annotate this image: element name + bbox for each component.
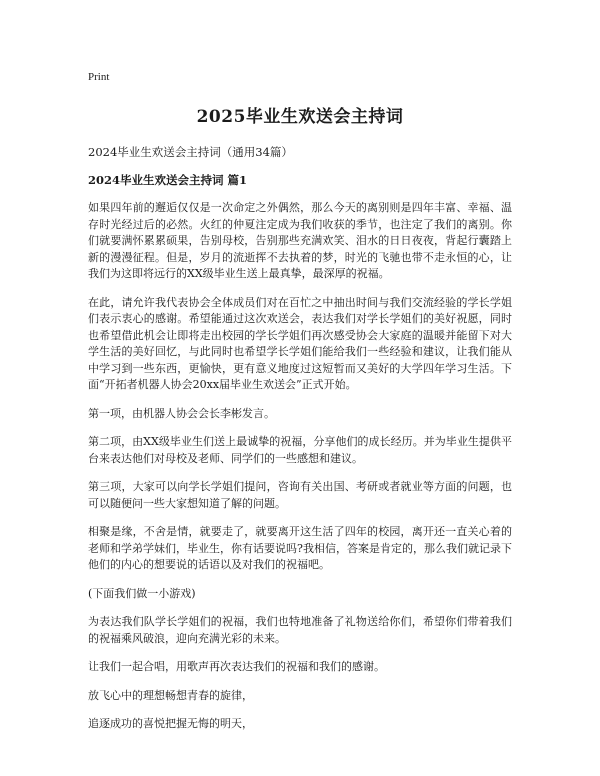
paragraph-4: 第二项，由XX级毕业生们送上最诚挚的祝福，分享他们的成长经历。并为毕业生提供平台来表达他们对母校及老师、同学们的一些感想和建议。 bbox=[88, 435, 512, 465]
paragraph-10: 放飞心中的理想畅想青春的旋律， bbox=[88, 688, 253, 702]
print-label[interactable]: Print bbox=[88, 71, 110, 83]
document-content bbox=[88, 106, 512, 733]
paragraph-6: 相聚是缘，不舍是情，就要走了，就要离开这生活了四年的校园，离开还一直关心着的老师和学弟学妹们，毕业生，你有话要说吗?我相信，答案是肯定的，那么我们就记录下他们的内心的想要说的话语以及对我们的祝福吧。 bbox=[88, 525, 512, 571]
paragraph-2: 在此，请允许我代表协会全体成员们对在百忙之中抽出时间与我们交流经验的学长学姐们表示衷心的感谢。希望能通过这次欢送会，表达我们对学长学姐们的美好祝愿，同时也希望借此机会让即将走出校园的学长学姐们再次感受协会大家庭的温暖并能留下对大学生活的美好回忆，与此同时也希望学长学姐们能给我们一些经验和建议，让我们能从中学习到一些东西，更愉快，更有意义地度过这短暂而又美好的大学四年学习生活。下面“开拓者机器人协会20xx届毕业生欢送会”正式开始。 bbox=[88, 295, 512, 391]
paragraph-11: 追逐成功的喜悦把握无悔的明天， bbox=[88, 717, 253, 730]
section-heading: 2024毕业生欢送会主持词 篇1 bbox=[88, 173, 248, 187]
paragraph-8: 为表达我们队学长学姐们的祝福，我们也特地准备了礼物送给你们，希望你们带着我们的祝福乘风破浪，迎向充满光彩的未来。 bbox=[88, 615, 512, 645]
paragraph-3: 第一项，由机器人协会会长李彬发言。 bbox=[88, 406, 275, 420]
paragraph-7: (下面我们做一小游戏) bbox=[88, 586, 196, 600]
document-subtitle: 2024毕业生欢送会主持词（通用34篇） bbox=[88, 145, 293, 159]
paragraph-5: 第三项，大家可以向学长学姐们提问，咨询有关出国、考研或者就业等方面的问题，也可以随便问一些大家想知道了解的问题。 bbox=[88, 480, 512, 510]
document-title: 2025毕业生欢送会主持词 bbox=[196, 107, 404, 127]
paragraph-1: 如果四年前的邂逅仅仅是一次命定之外偶然，那么今天的离别则是四年丰富、幸福、温存时光经过后的必然。火红的仲夏注定成为我们收获的季节，也注定了我们的离别。你们就要满怀累累硕果，告别母校，告别那些充满欢笑、泪水的日日夜夜，背起行囊踏上新的漫漫征程。但是，岁月的流逝挥不去执着的梦，时光的飞驰也带不走永恒的心，让我们为这即将远行的XX级毕业生送上最真挚，最深厚的祝福。 bbox=[88, 201, 512, 280]
paragraph-9: 让我们一起合唱，用歌声再次表达我们的祝福和我们的感谢。 bbox=[88, 660, 385, 673]
